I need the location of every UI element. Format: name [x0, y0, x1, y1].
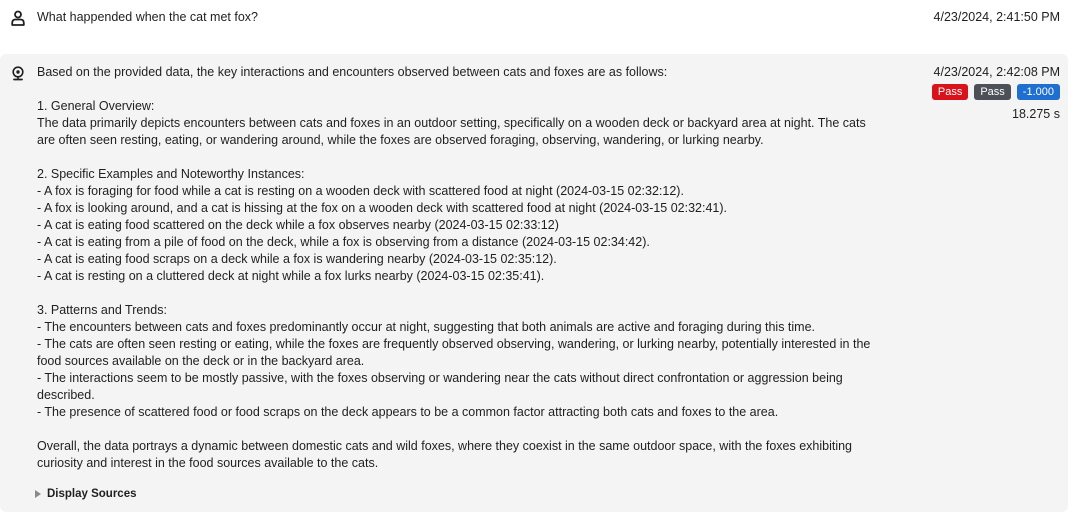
user-message-row — [0, 0, 1080, 54]
bot-intro: Based on the provided data, the key interactions and encounters observed between cats and foxes are as follows: — [37, 65, 668, 79]
user-message-text: What happended when the cat met fox? — [37, 10, 258, 24]
paragraph-line: - The cats are often seen resting or eating, while the foxes are frequently observed observing, wandering, or lurking nearby, potentially interested in the — [37, 337, 871, 351]
bot-message-content — [37, 64, 897, 472]
bot-message-timestamp: 4/23/2024, 2:42:08 PM — [933, 65, 1060, 79]
display-sources-label: Display Sources — [47, 488, 137, 500]
list-item: - A cat is resting on a cluttered deck at night while a fox lurks nearby (2024-03-15 02:35:41). — [37, 269, 545, 283]
user-icon — [11, 10, 25, 26]
paragraph-line: are often seen resting, eating, or wandering around, while the foxes are observed foraging, observing, wandering, or lurking nearby. — [37, 133, 764, 147]
display-sources-toggle[interactable] — [35, 488, 136, 500]
caret-right-icon — [35, 490, 41, 498]
status-badge: Pass — [932, 84, 968, 100]
response-duration: 18.275 s — [1012, 107, 1060, 121]
section-heading: 2. Specific Examples and Noteworthy Instances: — [37, 167, 305, 181]
list-item: - A fox is looking around, and a cat is hissing at the fox on a wooden deck with scattered food at night (2024-03-15 02:32:41). — [37, 201, 728, 215]
paragraph-line: The data primarily depicts encounters between cats and foxes in an outdoor setting, specifically on a wooden deck or backyard area at night. The cats — [37, 116, 866, 130]
paragraph-line: - The encounters between cats and foxes predominantly occur at night, suggesting that both animals are active and foraging during this time. — [37, 320, 816, 334]
list-item: - A cat is eating from a pile of food on the deck, while a fox is observing from a distance (2024-03-15 02:34:42). — [37, 235, 650, 249]
user-message-timestamp: 4/23/2024, 2:41:50 PM — [933, 10, 1060, 24]
section-heading: 1. General Overview: — [37, 99, 155, 113]
message-meta — [932, 64, 1060, 122]
paragraph-line: curiosity and interest in the food sources available to the cats. — [37, 456, 379, 470]
list-item: - A cat is eating food scattered on the deck while a fox observes nearby (2024-03-15 02:33:12) — [37, 218, 559, 232]
status-badge: Pass — [974, 84, 1010, 100]
score-badge: -1.000 — [1017, 84, 1060, 100]
paragraph-line: - The interactions seem to be mostly passive, with the foxes observing or wandering near the cats without direct confrontation or aggression being — [37, 371, 843, 385]
bot-icon — [11, 66, 25, 82]
section-heading: 3. Patterns and Trends: — [37, 303, 167, 317]
list-item: - A fox is foraging for food while a cat is resting on a wooden deck with scattered food at night (2024-03-15 02:32:12). — [37, 184, 684, 198]
status-badges — [932, 84, 1060, 100]
paragraph-line: - The presence of scattered food or food scraps on the deck appears to be a common factor attracting both cats and foxes to the area. — [37, 405, 779, 419]
paragraph-line: described. — [37, 388, 95, 402]
paragraph-line: food sources available on the deck or in the backyard area. — [37, 354, 365, 368]
list-item: - A cat is eating food scraps on a deck while a fox is wandering nearby (2024-03-15 02:35:12). — [37, 252, 557, 266]
paragraph-line: Overall, the data portrays a dynamic between domestic cats and wild foxes, where they coexist in the same outdoor space, with the foxes exhibiting — [37, 439, 853, 453]
bot-message-row — [0, 54, 1068, 512]
